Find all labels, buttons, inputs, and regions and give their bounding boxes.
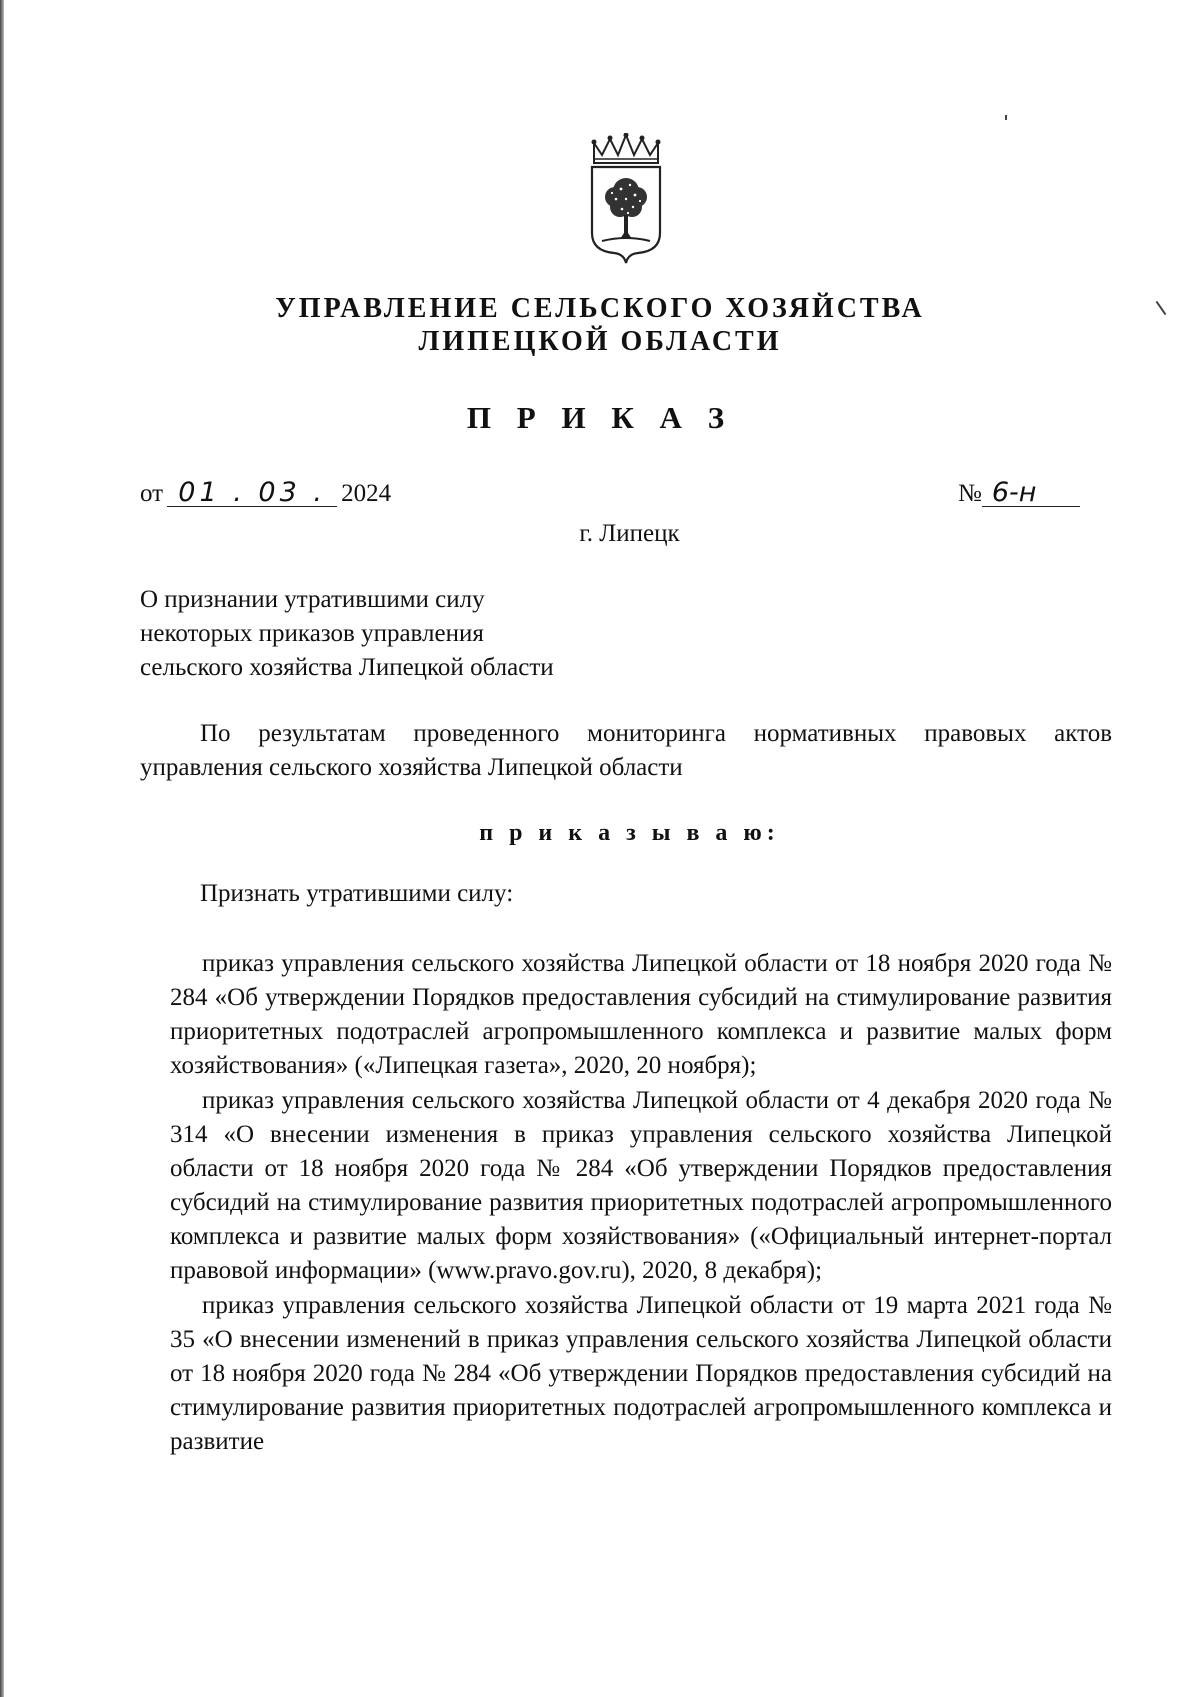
scan-artifact [1005, 115, 1007, 120]
document-number [958, 477, 1080, 508]
preamble-paragraph: По результатам проведенного мониторинга нормативных правовых актов управления сельского хозяйства Липецкой области [140, 720, 1112, 781]
document-date [140, 477, 392, 508]
coat-of-arms-icon [588, 133, 664, 267]
date-prefix: от [140, 480, 164, 507]
subject-line: сельского хозяйства Липецкой области [140, 654, 554, 681]
order-word: п р и к а з ы в а ю: [479, 820, 780, 846]
date-year: 2024 [341, 480, 392, 507]
date-handwritten: 01 . 03 . [167, 480, 337, 507]
list-item: приказ управления сельского хозяйства Липецкой области от 18 ноября 2020 года № 284 «Об утверждении Порядков предоставления субсидий на стимулирование развития приоритетных подотраслей агропромышленного комплекса и развитие малых форм хозяйствования» («Липецкая газета», 2020, 20 ноября); [170, 950, 1112, 1079]
subject-line: некоторых приказов управления [140, 620, 484, 647]
number-handwritten: 6-н [982, 480, 1080, 507]
number-prefix: № [958, 480, 982, 507]
subject-line: О признании утратившими силу [140, 586, 485, 613]
intro-text: Признать утратившими силу: [200, 880, 514, 907]
city-label: г. Липецк [579, 520, 680, 547]
repealed-orders-list [170, 947, 1112, 1460]
organization-title-line2: ЛИПЕЦКОЙ ОБЛАСТИ [418, 326, 782, 357]
list-item: приказ управления сельского хозяйства Липецкой области от 4 декабря 2020 года № 314 «О внесении изменения в приказ управления сельского хозяйства Липецкой области от 18 ноября 2020 года № 284 «Об утверждении Порядков предоставления субсидий на стимулирование развития приоритетных подотраслей агропромышленного комплекса и развитие малых форм хозяйствования» («Официальный интернет-портал правовой информации» (www.pravo.gov.ru), 2020, 8 декабря); [170, 1087, 1112, 1284]
organization-title-line1: УПРАВЛЕНИЕ СЕЛЬСКОГО ХОЗЯЙСТВА [275, 293, 925, 324]
scan-edge [0, 0, 4, 1697]
list-item: приказ управления сельского хозяйства Липецкой области от 19 марта 2021 года № 35 «О внесении изменений в приказ управления сельского хозяйства Липецкой области от 18 ноября 2020 года № 284 «Об утверждении Порядков предоставления субсидий на стимулирование развития приоритетных подотраслей агропромышленного комплекса и развитие [170, 1292, 1112, 1455]
document-type-heading: П Р И К А З [466, 400, 734, 435]
document-subject [140, 583, 554, 685]
